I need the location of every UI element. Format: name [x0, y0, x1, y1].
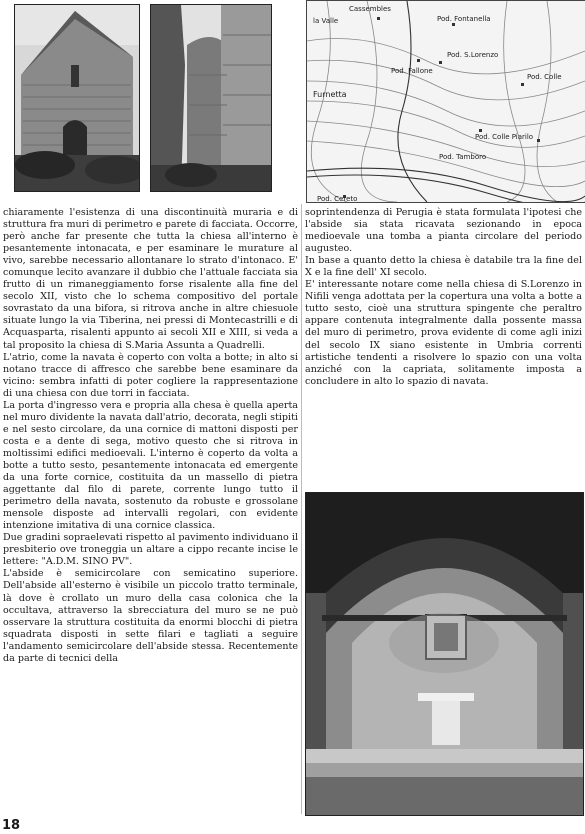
right-column [305, 207, 582, 388]
page-number: 18 [2, 818, 21, 833]
column-divider [301, 204, 302, 814]
right-paragraph-1: soprintendenza di Perugia è stata formulata l'ipotesi che l'abside sia stata ricavata sezionando in epoca medioevale una tomba a pianta circolare del periodo augusteo. [305, 207, 582, 255]
church-facade-photo [14, 4, 140, 192]
map-label-4: Pod. Fallone [391, 67, 433, 75]
apse-exterior-photo [150, 4, 272, 192]
map-label-3: Pod. Fontanella [437, 15, 491, 23]
right-paragraph-3: E' interessante notare come nella chiesa di S.Lorenzo in Nifili venga adottata per la copertura una volta a botte a tutto sesto, cioè una struttura spingente che peraltro appare contenuta integralmente dalla possente massa del muro di perimetro, prova evidente di come agli inizi del secolo IX siano esistente in Umbria correnti artistiche tendenti a risolvere lo spazio con una volta anziché con la capriata, solitamente imposta a concludere in alto lo spazio di navata. [305, 279, 582, 387]
map-label-5: Pod. S.Lorenzo [447, 51, 499, 59]
map-label-8: Pod. Colle Piarilo [475, 133, 534, 141]
map-label-9: Pod. Tamboro [439, 153, 487, 161]
left-paragraph-1: chiaramente l'esistenza di una discontinuità muraria e di struttura fra muri di perimetro e parete di facciata. Occorre, però anche far presente che tutta la chiesa all'interno è pesantemente intonacata, e per esaminare le murature al vivo, sarebbe necessario allontanare lo strato d'intonaco. E' comunque lecito avanzare il dubbio che l'attuale facciata sia frutto di un rimaneggiamento forse risalente alla fine del secolo XII, visto che lo schema compositivo del portale sovrastato da una bifora, si ritrova anche in altre chiesuole situate lungo la via Tiberina, nei pressi di Montecastrilli e di Acquasparta, risalenti appunto ai secoli XII e XIII, si veda a tal proposito la chiesa di S.Maria Assunta a Quadrelli. [3, 207, 298, 351]
church-interior-photo [305, 492, 584, 816]
left-paragraph-4: Due gradini sopraelevati rispetto al pavimento individuano il presbiterio ove troneggia un altare a cippo recante incise le lettere: "A.D.M. SINO PV". [3, 532, 298, 568]
map-label-10: Pod. Cereto [317, 195, 358, 202]
right-paragraph-2: In base a quanto detto la chiesa è databile tra la fine del X e la fine dell' XI secolo. [305, 255, 582, 279]
map-label-6: Pod. Colle [527, 73, 562, 81]
left-paragraph-5: L'abside è semicircolare con semicatino superiore. Dell'abside all'esterno è visibile un piccolo tratto terminale, là dove è crollato un muro della casa colonica che la occultava, attraverso la sbrecciatura del muro se ne può osservare la struttura costituita da enormi blocchi di pietra squadrata disposti in sette filari e tagliati a seguire l'andamento semicircolare dell'abside stessa. Recentemente da parte di tecnici della [3, 568, 298, 664]
map-label-7: Furnetta [313, 90, 347, 99]
map-label-2: la Valle [313, 17, 339, 25]
topographic-map [306, 0, 585, 203]
left-column [3, 207, 298, 665]
left-paragraph-2: L'atrio, come la navata è coperto con volta a botte; in alto si notano tracce di affresco che sarebbe bene esaminare da vicino: sembra infatti di poter cogliere la rappresentazione di una chiesa con due torri in facciata. [3, 351, 298, 399]
left-paragraph-3: La porta d'ingresso vera e propria alla chesa è quella aperta nel muro dividente la navata dall'atrio, decorata, negli stipiti e nel sesto circolare, da una cornice di mattoni disposti per costa e a dente di sega, motivo questo che si ritrova in moltissimi edifici medioevali. L'interno è coperto da volta a botte a tutto sesto, pesantemente intonacata ed emergente da una forte cornice, costituita da un massello di pietra aggettante dal filo di parete, corrente lungo tutto il perimetro della navata, sostenuto da robuste e grossolane mensole disposte ad intervalli regolari, con evidente intenzione imitativa di una cornice classica. [3, 399, 298, 532]
map-label-1: Cassembles [349, 5, 391, 13]
